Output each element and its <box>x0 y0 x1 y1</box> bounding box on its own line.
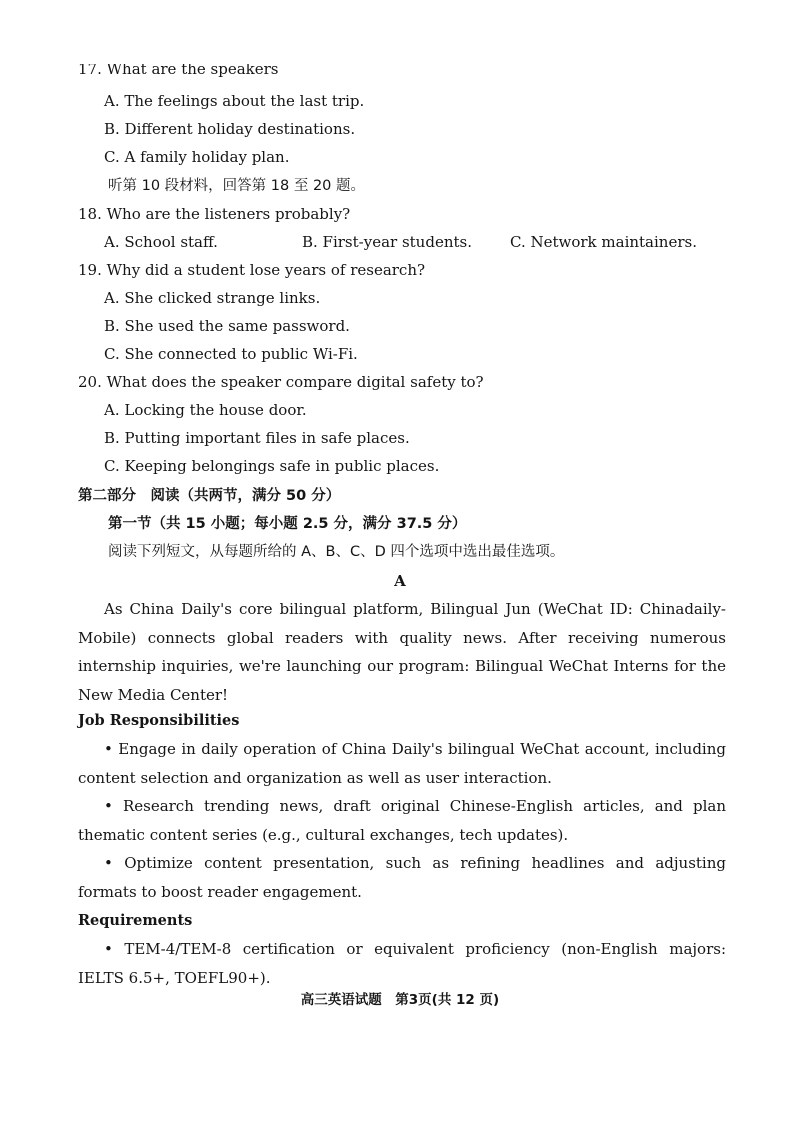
q20-option-b: B. Putting important files in safe places. <box>104 429 410 447</box>
section-one-title: 第一节（共 15 小题；每小题 2.5 分，满分 37.5 分） <box>108 516 467 532</box>
q20-option-c: C. Keeping belongings safe in public places. <box>104 457 440 475</box>
q18-stem: 18. Who are the listeners probably? <box>78 205 351 223</box>
q19-option-b: B. She used the same password. <box>104 317 350 335</box>
q18-option-c: C. Network maintainers. <box>510 233 697 251</box>
passage-intro: As China Daily's core bilingual platform, Bilingual Jun (WeChat ID: Chinadaily-Mobile) connects global readers with quality news. After receiving numerous internship inquiries, we're launching our program: Bilingual WeChat Interns for the New Media Center! <box>78 600 726 704</box>
q17-option-a: A. The feelings about the last trip. <box>104 92 365 110</box>
q17-option-b: B. Different holiday destinations. <box>104 120 356 138</box>
listening-instruction: 听第 10 段材料，回答第 18 至 20 题。 <box>108 178 366 194</box>
q17-option-c: C. A family holiday plan. <box>104 148 290 166</box>
requirement-item: • TEM-4/TEM-8 certification or equivalent proficiency (non-English majors: IELTS 6.5+, TOEFL90+). <box>78 940 726 987</box>
reading-instruction: 阅读下列短文，从每题所给的 A、B、C、D 四个选项中选出最佳选项。 <box>108 544 565 560</box>
q18-option-a: A. School staff. <box>104 233 218 251</box>
requirements-heading: Requirements <box>78 912 193 929</box>
q20-option-a: A. Locking the house door. <box>104 401 307 419</box>
passage-label: A <box>394 572 406 590</box>
q19-option-a: A. She clicked strange links. <box>104 289 321 307</box>
responsibility-item: • Engage in daily operation of China Daily's bilingual WeChat account, including content selection and organization as well as user interaction. <box>78 740 726 787</box>
q19-stem: 19. Why did a student lose years of research? <box>78 261 426 279</box>
q20-stem: 20. What does the speaker compare digital safety to? <box>78 373 484 391</box>
responsibility-item: • Research trending news, draft original Chinese-English articles, and plan thematic content series (e.g., cultural exchanges, tech updates). <box>78 797 726 844</box>
q17-stem: 17. What are the speakers <box>78 64 279 78</box>
q19-option-c: C. She connected to public Wi-Fi. <box>104 345 358 363</box>
responsibility-item: • Optimize content presentation, such as refining headlines and adjusting formats to boost reader engagement. <box>78 854 726 901</box>
q18-option-b: B. First-year students. <box>302 233 472 251</box>
part-two-title: 第二部分 阅读（共两节，满分 50 分） <box>78 488 341 504</box>
responsibilities-heading: Job Responsibilities <box>78 712 240 729</box>
page-footer: 高三英语试题 第3页(共 12 页) <box>300 992 500 1008</box>
